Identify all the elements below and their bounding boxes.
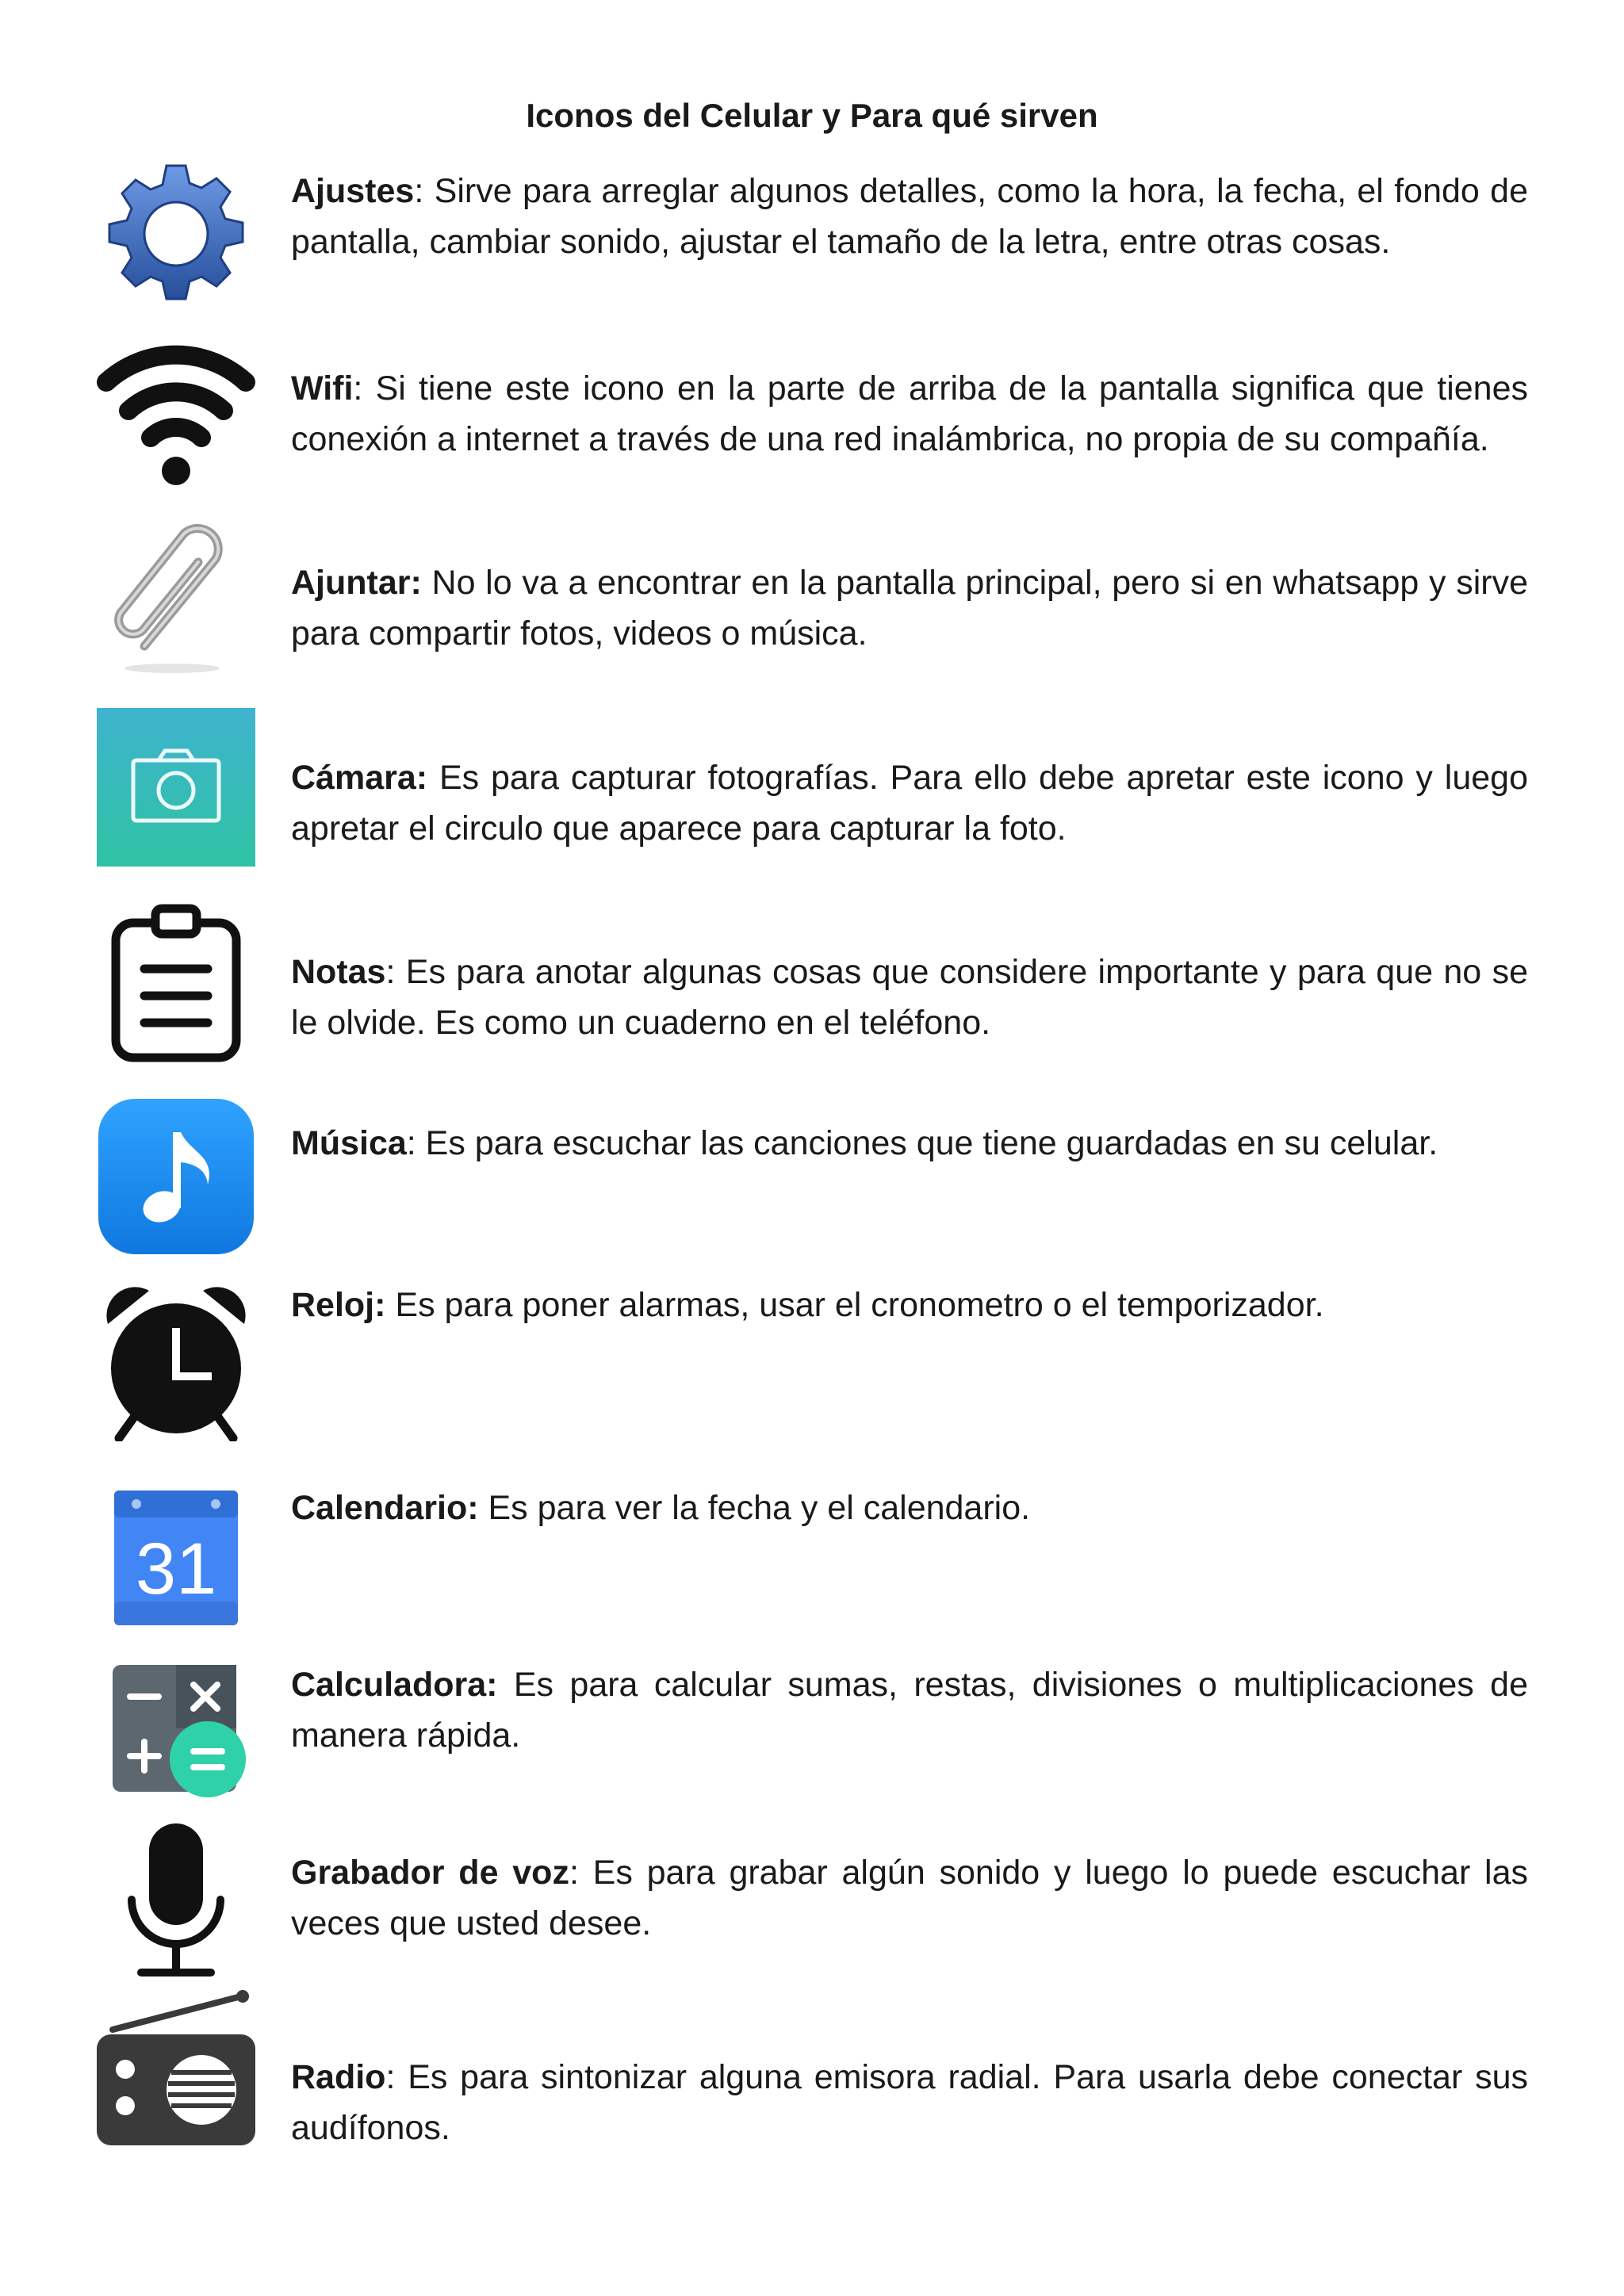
entry-radio [0, 1990, 1624, 2172]
entry-text: Radio: Es para sintonizar alguna emisora radial. Para usarla debe conectar sus audífonos. [291, 2058, 1528, 2147]
entry-description: Es para grabar algún sonido y luego lo puede escuchar las veces que usted desee. [291, 1854, 1529, 1942]
music-note-icon [97, 1097, 255, 1256]
entry-reloj [0, 1283, 1624, 1465]
calendar-day-text: 31 [135, 1529, 217, 1609]
entry-description: Es para ver la fecha y el calendario. [478, 1489, 1031, 1527]
gear-icon [97, 155, 255, 313]
microphone-icon [97, 1823, 255, 1982]
entry-description: Sirve para arreglar algunos detalles, como la hora, la fecha, el fondo de pantalla, cambiar sonido, ajustar el tamaño de la letra, entre otras cosas. [291, 172, 1528, 261]
entry-label: Cámara: [291, 759, 428, 797]
alarm-clock-icon [97, 1283, 255, 1441]
calculator-icon [97, 1661, 255, 1820]
entry-text: Wifi: Si tiene este icono en la parte de arriba de la pantalla significa que tienes conexión a internet a través de una red inalámbrica, no propia de su compañía. [291, 369, 1528, 458]
entry-label: Reloj: [291, 1286, 386, 1324]
entry-description: Es para calcular sumas, restas, divisiones o multiplicaciones de manera rápida. [291, 1666, 1528, 1755]
entry-grabador-de-voz [0, 1823, 1624, 2006]
clipboard-icon [97, 904, 255, 1062]
wifi-icon [97, 333, 255, 492]
entry-calculadora [0, 1661, 1624, 1843]
entry-label: Calendario: [291, 1489, 479, 1527]
entry-label: Música [291, 1124, 407, 1162]
entry-text [291, 557, 1528, 659]
entry-description: No lo va a encontrar en la pantalla principal, pero si en whatsapp y sirve para compartir fotos, videos o música. [291, 564, 1528, 652]
entry-label: Wifi [291, 369, 354, 408]
entry-label: Ajuntar: [291, 564, 422, 602]
entry-text [291, 1659, 1528, 1761]
radio-icon [97, 1990, 255, 2149]
calendar-icon [97, 1483, 255, 1641]
entry-ajuntar [0, 519, 1624, 702]
entry-wifi [0, 333, 1624, 515]
entry-text: Grabador de voz: Es para grabar algún sonido y luego lo puede escuchar las veces que usted desee. [291, 1854, 1529, 1942]
entry-musica [0, 1097, 1624, 1280]
entry-label: Ajustes [291, 172, 415, 210]
entry-notas [0, 904, 1624, 1086]
entry-label: Grabador de voz [291, 1854, 569, 1892]
entry-text [291, 752, 1528, 854]
entry-description: Es para poner alarmas, usar el cronometro o el temporizador. [385, 1286, 1324, 1324]
entry-text [291, 1280, 1528, 1330]
entry-camara [0, 708, 1624, 890]
entry-calendario [0, 1483, 1624, 1665]
entry-text [291, 1483, 1528, 1533]
entry-description: Es para capturar fotografías. Para ello debe apretar este icono y luego apretar el circulo que aparece para capturar la foto. [291, 759, 1528, 848]
entry-label: Radio [291, 2058, 386, 2096]
entry-label: Notas [291, 953, 386, 991]
entry-text: Música: Es para escuchar las canciones que tiene guardadas en su celular. [291, 1124, 1438, 1162]
entry-text: Notas: Es para anotar algunas cosas que considere importante y para que no se le olvide. Es como un cuaderno en el teléfono. [291, 953, 1528, 1042]
entry-ajustes [0, 155, 1624, 337]
entry-description: Es para anotar algunas cosas que considere importante y para que no se le olvide. Es como un cuaderno en el teléfono. [291, 953, 1528, 1042]
entry-description: Es para sintonizar alguna emisora radial. Para usarla debe conectar sus audífonos. [291, 2058, 1528, 2147]
entry-description: Es para escuchar las canciones que tiene guardadas en su celular. [416, 1124, 1438, 1162]
entry-label: Calculadora: [291, 1666, 498, 1704]
entry-text: Ajustes: Sirve para arreglar algunos detalles, como la hora, la fecha, el fondo de pantalla, cambiar sonido, ajustar el tamaño de la letra, entre otras cosas. [291, 172, 1528, 261]
camera-icon [97, 708, 255, 867]
page-title: Iconos del Celular y Para qué sirven [526, 97, 1098, 134]
paperclip-icon [97, 519, 255, 678]
entry-description: Si tiene este icono en la parte de arriba de la pantalla significa que tienes conexión a internet a través de una red inalámbrica, no propia de su compañía. [291, 369, 1528, 458]
